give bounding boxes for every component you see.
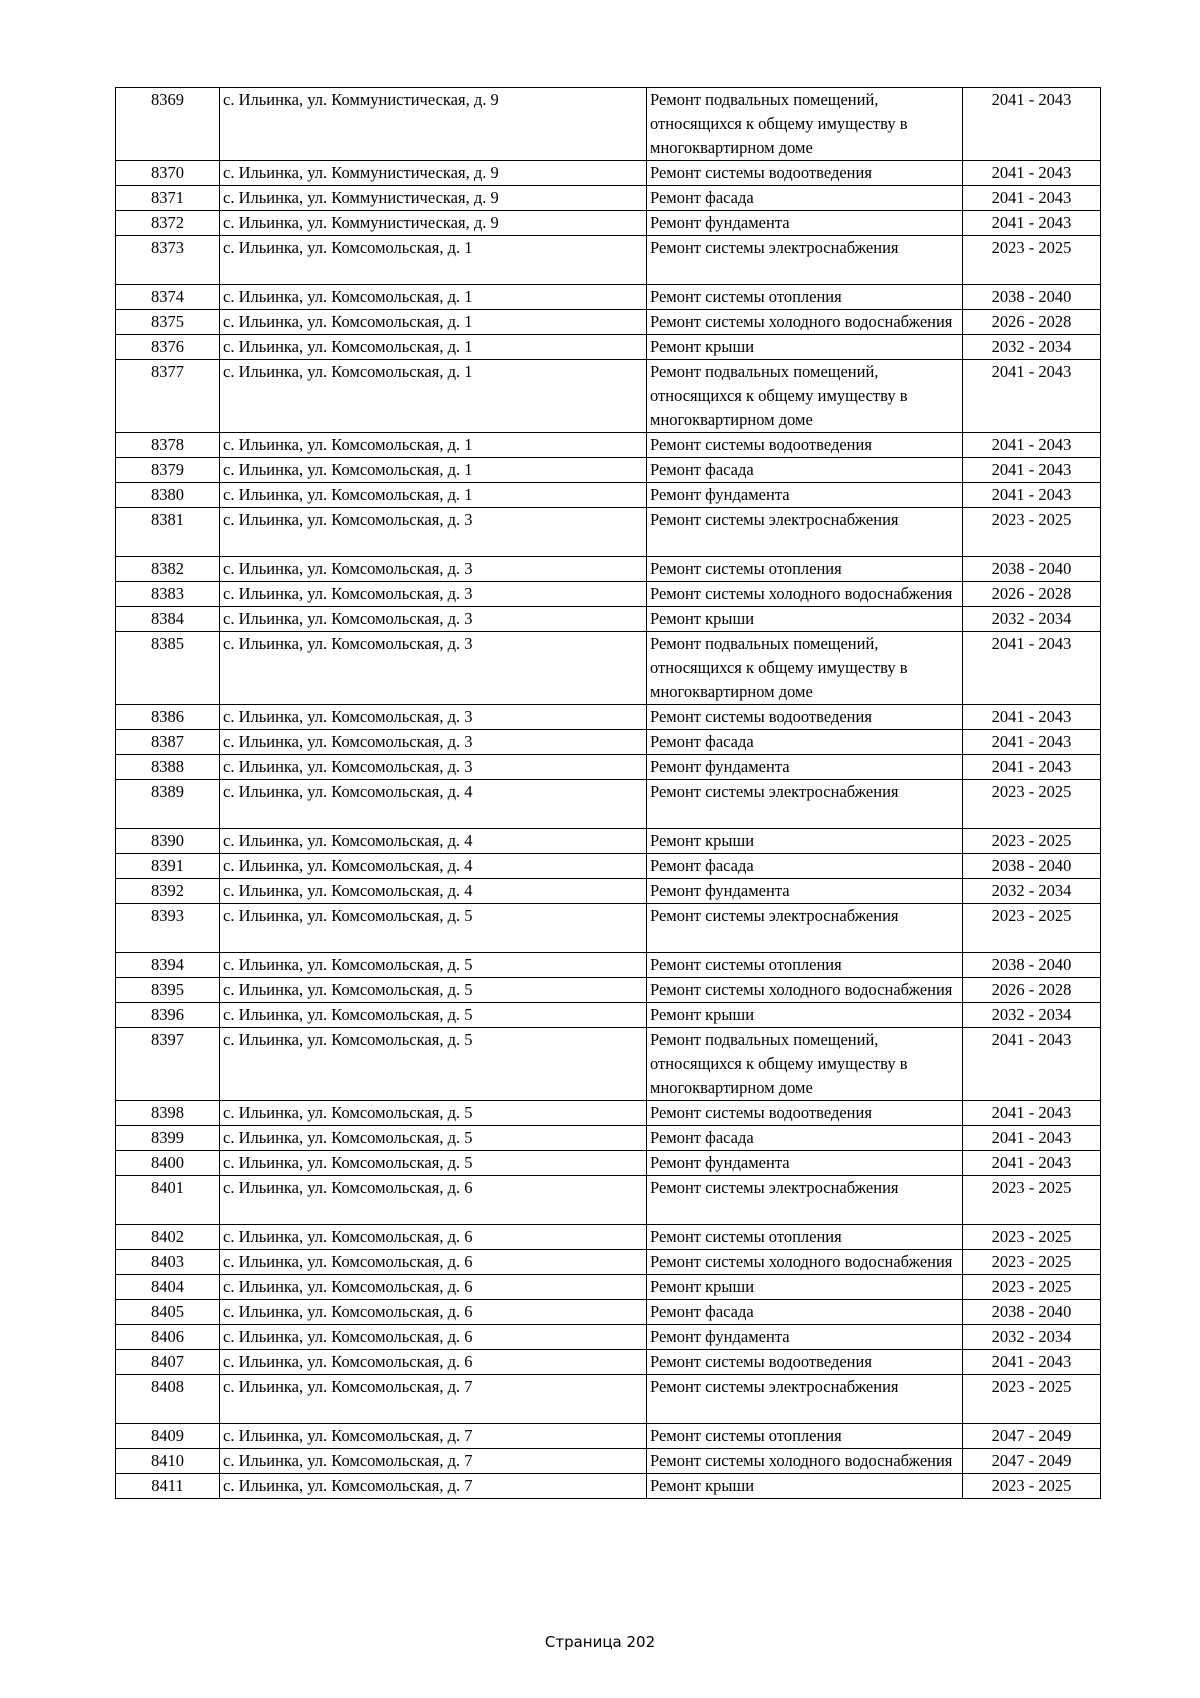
address-cell: с. Ильинка, ул. Комсомольская, д. 5 (220, 1101, 647, 1126)
address-cell: с. Ильинка, ул. Комсомольская, д. 5 (220, 1003, 647, 1028)
address-cell: с. Ильинка, ул. Комсомольская, д. 3 (220, 582, 647, 607)
work-type-cell: Ремонт подвальных помещений, относящихся к общему имуществу в многоквартирном доме (647, 360, 963, 433)
row-number-cell: 8404 (116, 1275, 220, 1300)
work-type-cell: Ремонт крыши (647, 335, 963, 360)
row-number-cell: 8402 (116, 1225, 220, 1250)
work-type-cell: Ремонт системы электроснабжения (647, 508, 963, 557)
address-cell: с. Ильинка, ул. Комсомольская, д. 7 (220, 1375, 647, 1424)
work-type-cell: Ремонт фасада (647, 1126, 963, 1151)
row-number-cell: 8381 (116, 508, 220, 557)
address-cell: с. Ильинка, ул. Коммунистическая, д. 9 (220, 186, 647, 211)
table-row (116, 978, 1101, 1003)
table-row (116, 1225, 1101, 1250)
work-type-cell: Ремонт крыши (647, 1003, 963, 1028)
row-number-cell: 8370 (116, 161, 220, 186)
work-type-cell: Ремонт крыши (647, 607, 963, 632)
row-number-cell: 8409 (116, 1424, 220, 1449)
period-cell: 2038 - 2040 (963, 285, 1101, 310)
address-cell: с. Ильинка, ул. Комсомольская, д. 5 (220, 1028, 647, 1101)
table-row (116, 904, 1101, 953)
table-row (116, 433, 1101, 458)
table-row (116, 557, 1101, 582)
work-type-cell: Ремонт системы холодного водоснабжения (647, 582, 963, 607)
row-number-cell: 8405 (116, 1300, 220, 1325)
period-cell: 2023 - 2025 (963, 1275, 1101, 1300)
row-number-cell: 8391 (116, 854, 220, 879)
address-cell: с. Ильинка, ул. Комсомольская, д. 6 (220, 1250, 647, 1275)
address-cell: с. Ильинка, ул. Комсомольская, д. 1 (220, 458, 647, 483)
address-cell: с. Ильинка, ул. Комсомольская, д. 3 (220, 557, 647, 582)
table-row (116, 335, 1101, 360)
row-number-cell: 8383 (116, 582, 220, 607)
table-row (116, 161, 1101, 186)
table-row (116, 458, 1101, 483)
address-cell: с. Ильинка, ул. Комсомольская, д. 3 (220, 755, 647, 780)
period-cell: 2023 - 2025 (963, 508, 1101, 557)
row-number-cell: 8396 (116, 1003, 220, 1028)
address-cell: с. Ильинка, ул. Комсомольская, д. 6 (220, 1275, 647, 1300)
row-number-cell: 8398 (116, 1101, 220, 1126)
work-type-cell: Ремонт фундамента (647, 483, 963, 508)
row-number-cell: 8372 (116, 211, 220, 236)
row-number-cell: 8371 (116, 186, 220, 211)
work-type-cell: Ремонт крыши (647, 1275, 963, 1300)
period-cell: 2023 - 2025 (963, 829, 1101, 854)
work-type-cell: Ремонт фундамента (647, 1325, 963, 1350)
address-cell: с. Ильинка, ул. Комсомольская, д. 5 (220, 904, 647, 953)
address-cell: с. Ильинка, ул. Комсомольская, д. 3 (220, 508, 647, 557)
period-cell: 2032 - 2034 (963, 335, 1101, 360)
address-cell: с. Ильинка, ул. Комсомольская, д. 1 (220, 310, 647, 335)
work-type-cell: Ремонт фасада (647, 854, 963, 879)
address-cell: с. Ильинка, ул. Комсомольская, д. 1 (220, 335, 647, 360)
table-row (116, 236, 1101, 285)
table-row (116, 1250, 1101, 1275)
row-number-cell: 8392 (116, 879, 220, 904)
row-number-cell: 8393 (116, 904, 220, 953)
period-cell: 2023 - 2025 (963, 1474, 1101, 1499)
work-type-cell: Ремонт системы водоотведения (647, 705, 963, 730)
table-row (116, 1350, 1101, 1375)
table-row (116, 953, 1101, 978)
address-cell: с. Ильинка, ул. Комсомольская, д. 5 (220, 1151, 647, 1176)
page-number: Страница 202 (544, 1633, 656, 1651)
address-cell: с. Ильинка, ул. Комсомольская, д. 7 (220, 1449, 647, 1474)
table-row (116, 1474, 1101, 1499)
period-cell: 2041 - 2043 (963, 88, 1101, 161)
work-type-cell: Ремонт системы водоотведения (647, 1350, 963, 1375)
table-row (116, 755, 1101, 780)
table-row (116, 582, 1101, 607)
row-number-cell: 8401 (116, 1176, 220, 1225)
table-row (116, 1375, 1101, 1424)
table-row (116, 705, 1101, 730)
work-type-cell: Ремонт подвальных помещений, относящихся к общему имуществу в многоквартирном доме (647, 88, 963, 161)
work-type-cell: Ремонт системы холодного водоснабжения (647, 1250, 963, 1275)
work-type-cell: Ремонт системы электроснабжения (647, 1375, 963, 1424)
address-cell: с. Ильинка, ул. Комсомольская, д. 7 (220, 1474, 647, 1499)
period-cell: 2041 - 2043 (963, 161, 1101, 186)
period-cell: 2041 - 2043 (963, 483, 1101, 508)
period-cell: 2032 - 2034 (963, 1325, 1101, 1350)
address-cell: с. Ильинка, ул. Комсомольская, д. 6 (220, 1350, 647, 1375)
address-cell: с. Ильинка, ул. Комсомольская, д. 3 (220, 705, 647, 730)
period-cell: 2038 - 2040 (963, 953, 1101, 978)
period-cell: 2023 - 2025 (963, 1176, 1101, 1225)
table-row (116, 360, 1101, 433)
table-row (116, 285, 1101, 310)
address-cell: с. Ильинка, ул. Комсомольская, д. 5 (220, 978, 647, 1003)
table-row (116, 1449, 1101, 1474)
work-type-cell: Ремонт системы электроснабжения (647, 904, 963, 953)
row-number-cell: 8385 (116, 632, 220, 705)
row-number-cell: 8382 (116, 557, 220, 582)
period-cell: 2023 - 2025 (963, 1225, 1101, 1250)
address-cell: с. Ильинка, ул. Комсомольская, д. 6 (220, 1225, 647, 1250)
period-cell: 2026 - 2028 (963, 978, 1101, 1003)
address-cell: с. Ильинка, ул. Комсомольская, д. 3 (220, 632, 647, 705)
period-cell: 2041 - 2043 (963, 186, 1101, 211)
period-cell: 2041 - 2043 (963, 433, 1101, 458)
work-type-cell: Ремонт системы холодного водоснабжения (647, 310, 963, 335)
work-type-cell: Ремонт крыши (647, 1474, 963, 1499)
row-number-cell: 8379 (116, 458, 220, 483)
work-type-cell: Ремонт системы водоотведения (647, 1101, 963, 1126)
row-number-cell: 8373 (116, 236, 220, 285)
work-type-cell: Ремонт системы электроснабжения (647, 236, 963, 285)
address-cell: с. Ильинка, ул. Комсомольская, д. 5 (220, 953, 647, 978)
table-row (116, 1300, 1101, 1325)
table-row (116, 829, 1101, 854)
table-row (116, 483, 1101, 508)
row-number-cell: 8394 (116, 953, 220, 978)
work-type-cell: Ремонт фасада (647, 1300, 963, 1325)
address-cell: с. Ильинка, ул. Комсомольская, д. 1 (220, 236, 647, 285)
address-cell: с. Ильинка, ул. Коммунистическая, д. 9 (220, 161, 647, 186)
table-row (116, 1101, 1101, 1126)
table-row (116, 1325, 1101, 1350)
address-cell: с. Ильинка, ул. Комсомольская, д. 1 (220, 483, 647, 508)
period-cell: 2023 - 2025 (963, 780, 1101, 829)
period-cell: 2047 - 2049 (963, 1424, 1101, 1449)
row-number-cell: 8376 (116, 335, 220, 360)
address-cell: с. Ильинка, ул. Комсомольская, д. 4 (220, 780, 647, 829)
work-type-cell: Ремонт фундамента (647, 1151, 963, 1176)
work-type-cell: Ремонт фундамента (647, 879, 963, 904)
period-cell: 2041 - 2043 (963, 1350, 1101, 1375)
period-cell: 2041 - 2043 (963, 1028, 1101, 1101)
table-row (116, 730, 1101, 755)
row-number-cell: 8399 (116, 1126, 220, 1151)
period-cell: 2038 - 2040 (963, 557, 1101, 582)
table-row (116, 632, 1101, 705)
row-number-cell: 8374 (116, 285, 220, 310)
work-type-cell: Ремонт системы электроснабжения (647, 780, 963, 829)
repair-schedule-table (115, 87, 1101, 1499)
period-cell: 2041 - 2043 (963, 730, 1101, 755)
work-type-cell: Ремонт системы холодного водоснабжения (647, 978, 963, 1003)
row-number-cell: 8407 (116, 1350, 220, 1375)
period-cell: 2041 - 2043 (963, 211, 1101, 236)
period-cell: 2041 - 2043 (963, 1151, 1101, 1176)
table-row (116, 780, 1101, 829)
table-row (116, 1424, 1101, 1449)
address-cell: с. Ильинка, ул. Коммунистическая, д. 9 (220, 211, 647, 236)
period-cell: 2023 - 2025 (963, 1375, 1101, 1424)
row-number-cell: 8375 (116, 310, 220, 335)
row-number-cell: 8406 (116, 1325, 220, 1350)
work-type-cell: Ремонт системы холодного водоснабжения (647, 1449, 963, 1474)
work-type-cell: Ремонт системы водоотведения (647, 433, 963, 458)
table-row (116, 211, 1101, 236)
row-number-cell: 8378 (116, 433, 220, 458)
row-number-cell: 8410 (116, 1449, 220, 1474)
table-row (116, 1126, 1101, 1151)
address-cell: с. Ильинка, ул. Комсомольская, д. 1 (220, 433, 647, 458)
period-cell: 2041 - 2043 (963, 458, 1101, 483)
work-type-cell: Ремонт фундамента (647, 211, 963, 236)
row-number-cell: 8395 (116, 978, 220, 1003)
period-cell: 2038 - 2040 (963, 854, 1101, 879)
table-body (116, 88, 1101, 1499)
work-type-cell: Ремонт системы электроснабжения (647, 1176, 963, 1225)
row-number-cell: 8384 (116, 607, 220, 632)
work-type-cell: Ремонт системы отопления (647, 557, 963, 582)
address-cell: с. Ильинка, ул. Комсомольская, д. 4 (220, 854, 647, 879)
work-type-cell: Ремонт фасада (647, 730, 963, 755)
period-cell: 2041 - 2043 (963, 1126, 1101, 1151)
period-cell: 2023 - 2025 (963, 1250, 1101, 1275)
period-cell: 2041 - 2043 (963, 632, 1101, 705)
period-cell: 2032 - 2034 (963, 607, 1101, 632)
row-number-cell: 8369 (116, 88, 220, 161)
row-number-cell: 8403 (116, 1250, 220, 1275)
period-cell: 2032 - 2034 (963, 1003, 1101, 1028)
address-cell: с. Ильинка, ул. Комсомольская, д. 1 (220, 285, 647, 310)
period-cell: 2041 - 2043 (963, 755, 1101, 780)
address-cell: с. Ильинка, ул. Комсомольская, д. 6 (220, 1300, 647, 1325)
row-number-cell: 8377 (116, 360, 220, 433)
row-number-cell: 8390 (116, 829, 220, 854)
work-type-cell: Ремонт системы водоотведения (647, 161, 963, 186)
period-cell: 2041 - 2043 (963, 1101, 1101, 1126)
table-row (116, 1151, 1101, 1176)
row-number-cell: 8408 (116, 1375, 220, 1424)
period-cell: 2038 - 2040 (963, 1300, 1101, 1325)
row-number-cell: 8400 (116, 1151, 220, 1176)
work-type-cell: Ремонт системы отопления (647, 953, 963, 978)
table-row (116, 1275, 1101, 1300)
row-number-cell: 8389 (116, 780, 220, 829)
table-row (116, 879, 1101, 904)
table-row (116, 88, 1101, 161)
table-row (116, 310, 1101, 335)
period-cell: 2026 - 2028 (963, 582, 1101, 607)
table-row (116, 1176, 1101, 1225)
row-number-cell: 8388 (116, 755, 220, 780)
table-row (116, 607, 1101, 632)
work-type-cell: Ремонт системы отопления (647, 1225, 963, 1250)
work-type-cell: Ремонт подвальных помещений, относящихся к общему имуществу в многоквартирном доме (647, 632, 963, 705)
table-row (116, 1003, 1101, 1028)
work-type-cell: Ремонт крыши (647, 829, 963, 854)
address-cell: с. Ильинка, ул. Комсомольская, д. 6 (220, 1176, 647, 1225)
address-cell: с. Ильинка, ул. Комсомольская, д. 6 (220, 1325, 647, 1350)
work-type-cell: Ремонт фасада (647, 458, 963, 483)
address-cell: с. Ильинка, ул. Коммунистическая, д. 9 (220, 88, 647, 161)
period-cell: 2023 - 2025 (963, 236, 1101, 285)
period-cell: 2041 - 2043 (963, 360, 1101, 433)
address-cell: с. Ильинка, ул. Комсомольская, д. 3 (220, 730, 647, 755)
table-row (116, 854, 1101, 879)
table-row (116, 508, 1101, 557)
period-cell: 2041 - 2043 (963, 705, 1101, 730)
work-type-cell: Ремонт фасада (647, 186, 963, 211)
address-cell: с. Ильинка, ул. Комсомольская, д. 4 (220, 829, 647, 854)
row-number-cell: 8397 (116, 1028, 220, 1101)
work-type-cell: Ремонт системы отопления (647, 285, 963, 310)
row-number-cell: 8411 (116, 1474, 220, 1499)
row-number-cell: 8386 (116, 705, 220, 730)
row-number-cell: 8387 (116, 730, 220, 755)
period-cell: 2023 - 2025 (963, 904, 1101, 953)
work-type-cell: Ремонт системы отопления (647, 1424, 963, 1449)
address-cell: с. Ильинка, ул. Комсомольская, д. 7 (220, 1424, 647, 1449)
period-cell: 2032 - 2034 (963, 879, 1101, 904)
address-cell: с. Ильинка, ул. Комсомольская, д. 4 (220, 879, 647, 904)
row-number-cell: 8380 (116, 483, 220, 508)
period-cell: 2026 - 2028 (963, 310, 1101, 335)
table-row (116, 1028, 1101, 1101)
work-type-cell: Ремонт подвальных помещений, относящихся к общему имуществу в многоквартирном доме (647, 1028, 963, 1101)
work-type-cell: Ремонт фундамента (647, 755, 963, 780)
address-cell: с. Ильинка, ул. Комсомольская, д. 1 (220, 360, 647, 433)
address-cell: с. Ильинка, ул. Комсомольская, д. 3 (220, 607, 647, 632)
period-cell: 2047 - 2049 (963, 1449, 1101, 1474)
table-row (116, 186, 1101, 211)
address-cell: с. Ильинка, ул. Комсомольская, д. 5 (220, 1126, 647, 1151)
